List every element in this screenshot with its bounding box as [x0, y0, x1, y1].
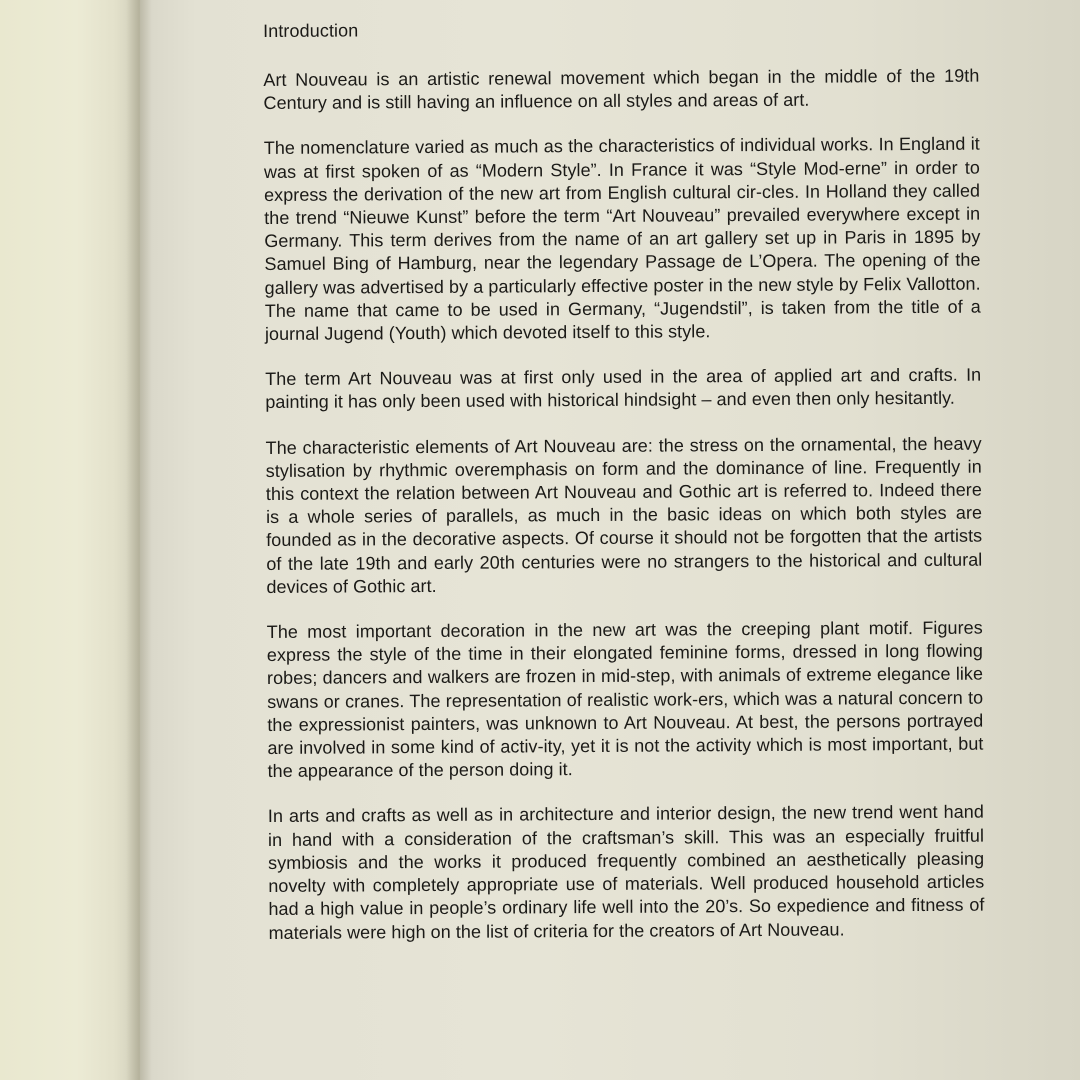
- paragraph-1: Art Nouveau is an artistic renewal movement which began in the middle of the 19th Century and is still having an influence on all styles and areas of art.: [263, 65, 980, 114]
- paragraph-4: The characteristic elements of Art Nouveau are: the stress on the ornamental, the heavy stylisation by rhythmic overemphasis on form and the dominance of line. Frequently in this context the relation between Art Nouveau and Gothic art is referred to. Indeed there is a whole series of parallels, as much in the basic ideas on which both styles are founded as in the decorative aspects. Of course it should not be forgotten that the artists of the late 19th and early 20th centuries were no strangers to the historical and cultural devices of Gothic art.: [265, 433, 983, 597]
- page-heading: Introduction: [263, 20, 359, 41]
- paragraph-6: In arts and crafts as well as in architecture and interior design, the new trend went hand in hand with a consideration of the craftsman’s skill. This was an especially fruitful symbiosis and the works it produced frequently combined an aesthetically pleasing novelty with completely appropriate use of materials. Well produced household articles had a high value in people’s ordinary life well into the 20’s. So expedience and fitness of materials were high on the list of criteria for the creators of Art Nouveau.: [267, 802, 985, 943]
- page-text: [263, 16, 985, 967]
- paragraph-3: The term Art Nouveau was at first only used in the area of applied art and crafts. In painting it has only been used with historical hindsight – and even then only hesitantly.: [265, 364, 982, 413]
- book-gutter: [126, 0, 152, 1080]
- paragraph-5: The most important decoration in the new art was the creeping plant motif. Figures express the style of the time in their elongated feminine forms, dressed in long flowing robes; dancers and walkers are frozen in mid-step, with animals of extreme elegance like swans or cranes. The representation of realistic work-ers, which was a natural concern to the expressionist painters, was unknown to Art Nouveau. At best, the persons portrayed are involved in some kind of activ-ity, yet it is not the activity which is most important, but the appearance of the person doing it.: [266, 617, 984, 782]
- left-page: [0, 0, 140, 1080]
- paragraph-2: The nomenclature varied as much as the characteristics of individual works. In England it was at first spoken of as “Modern Style”. In France it was “Style Mod-erne” in order to express the derivation of the new art from English cultural cir-cles. In Holland they called the trend “Nieuwe Kunst” before the term “Art Nouveau” prevailed everywhere except in Germany. This term derives from the name of an art gallery set up in Paris in 1895 by Samuel Bing of Hamburg, near the legendary Passage de L’Opera. The opening of the gallery was advertised by a particularly effective poster in the new style by Felix Vallotton. The name that came to be used in Germany, “Jugendstil”, is taken from the title of a journal Jugend (Youth) which devoted itself to this style.: [263, 134, 981, 345]
